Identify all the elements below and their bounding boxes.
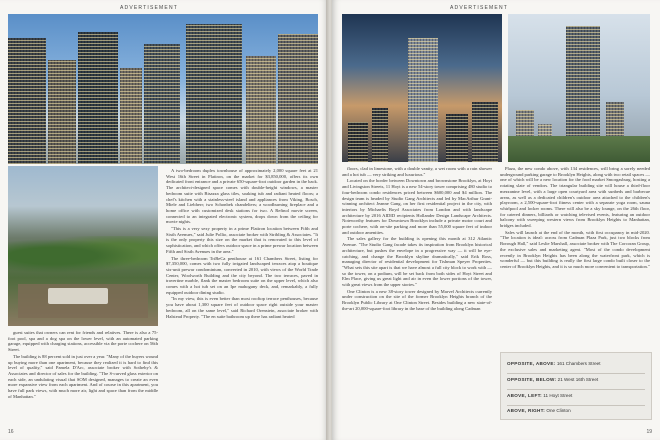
- rooftop-terrace-photo: [8, 14, 318, 164]
- caption-line: OPPOSITE, ABOVE: 161 Chambers Street: [507, 361, 601, 366]
- hoyt-tower-photo: [342, 14, 502, 162]
- right-page-column-2: [500, 166, 650, 348]
- paragraph: Located on the border between Downtown and brownstone Brooklyn, at Hoyt and Livingston Streets, 11 Hoyt is a new 54-story tower comprising 480 studio to four-bedroom condo residences priced between $600,000 and $4 million. The design team is headed by Studio Gang Architects and led by MacArthur Grant-winning architect Jeanne Gang, on her first residential project in the city, with interiors by Michaelis Boyd Associates from London and with landscape architecture by 2016 AIDID recipients Hollander Design Landscape Architects. Noteworthy features for Downtown Brooklyn include a private motor court and porte cochere, with on-site parking and more than 55,000 square feet of indoor and outdoor amenities.: [342, 178, 492, 235]
- caption-line: ABOVE, RIGHT: One Clinton: [507, 408, 571, 413]
- paragraph: guest suites that owners can rent for friends and relatives. There is also a 75-foot pool, spa and a dog spa on the lower level, with an automated parking garage, equipped with charging stations, accessible via the porte cochere on 56th Street.: [8, 330, 158, 353]
- left-page-number: 16: [8, 429, 14, 435]
- paragraph: The sales gallery for the building is opening this month at 312 Atlantic Avenue. "The Studio Gang facade takes its inspiration from Brooklyn historical architecture, but pushes the envelope in a progressive way — it will be eye-catching, and change the Brooklyn skyline dramatically," said Erik Ross, managing director of residential development for Tishman Speyer Properties. "What sets this site apart is that we have almost a full city block to work with — so the tower, on a podium, will be set back from both sides of Hoyt Street and Elm Place, giving us great light and air in even the lower portions of the tower, with great views from the upper stories.": [342, 236, 492, 288]
- paragraph: "In my view, this is even better than most rooftop terrace penthouses, because you have about 1,300 square feet of outdoor space right outside your master bedroom, all on the same level," said Richard Orenstein, associate broker with Halstead Property. "The en suite bathroom up there has radiant heated: [166, 296, 318, 319]
- paragraph: "This is a very sexy property in a prime Flatiron location between Fifth and Sixth Avenues," said Julie Pollio, associate broker with Stribling & Associates. "It is the only property this size on the market that is renovated to this level of sophistication, and which offers outdoor space in a prime prewar location between Fifth and Sixth Avenues in the area.": [166, 226, 318, 254]
- one-clinton-tower-photo: [508, 14, 650, 162]
- paragraph: The building is 88 percent sold in just over a year. "Many of the buyers wound up buying more than one apartment, because they realized it is hard to find this level of quality," said Pamela D'Arc, associate broker with Sotheby's & Associates and director of sales for the building. "The S-curved glass exterior on each side, an undulating visual that SOM designed, manages to create an even more expansive view from each apartment. And of course in this apartment, you have full park views, with much more air, light and space than from the middle of Manhattan.": [8, 353, 158, 399]
- right-page-column-1: [342, 166, 492, 430]
- caption-line: OPPOSITE, BELOW: 21 West 16th Street: [507, 377, 599, 382]
- paragraph: floors, clad in limestone, with a double vanity, a wet room with a rain shower and a hot tub — very striking and luxurious.": [342, 166, 492, 177]
- garden-terrace-photo: [8, 166, 158, 326]
- left-page-column-1: [8, 330, 158, 430]
- caption-line: ABOVE, LEFT: 11 Hoyt Street: [507, 393, 573, 398]
- photo-credits-box: [500, 352, 652, 420]
- right-page: [332, 0, 660, 440]
- paragraph: The three-bedroom TriBeCa penthouse at 161 Chambers Street, listing for $7,350,000, comes with two fully irrigated landscaped terraces atop a boutique six-unit prewar condominium, converted in 2010, with views of the World Trade Center, Woolworth Building and the city beyond. The two terraces, paved in travertine marble, flank the master bedroom suite on the upper level, which also comes with a hot tub set on an Ipe mahogany deck, and, remarkably, a fully equipped outdoor dining studio.: [166, 255, 318, 295]
- left-page-column-2: [166, 168, 318, 430]
- paragraph: A two-bedroom duplex townhouse of approximately 2,000 square feet at 21 West 16th Street in Flatiron, on the market for $3,850,000, offers its own dedicated front entrance and a private 650-square-foot outdoor garden in the back. The architect-designed space comes with double-height windows, a master bedroom suite with Bisazza glass tiles, soaking tub and radiant heated floors; a chef's kitchen with a stainless-steel island and appliances from Viking, Bosch, Miele and Liebherr; two Schonbek chandeliers; a woodburning fireplace and a home office with customized desk stations for two. A Refinol movie screen, connected to an integrated electronic system, drops down from the ceiling for movie nights.: [166, 168, 318, 225]
- right-header-label: ADVERTISEMENT: [450, 5, 509, 11]
- paragraph: One Clinton is a new 38-story tower designed by Marvel Architects currently under construction on the site of the former Brooklyn Heights branch of the Brooklyn Public Library at One Clinton Street. Besides building a new state-of-the-art 20,000-square-foot library in the base of the building along Cadman: [342, 288, 492, 311]
- left-header-label: ADVERTISEMENT: [120, 5, 179, 11]
- paragraph: Sales will launch at the end of the month, with first occupancy in mid-2020. "The location is ideal: across from Cadman Plaza Park, just two blocks from Borough Hall," said Leslie Marshall, associate broker with The Corcoran Group, the exclusive sales and marketing agent. "Most of the condo development recently in Brooklyn Heights has been along the waterfront park, which is wonderful — but this building is really the first large condo built closer to the center of Brooklyn Heights, and it is so much more convenient to transportation.": [500, 229, 650, 269]
- paragraph: Plaza, the new condo above, with 134 residences, will bring a sorely needed underground parking garage to Brooklyn Heights, along with two retail spaces — one of which will be a new location for the food market Smorgasburg, hosting a rotating slate of vendors. The triangular building site will house a third-floor mezzanine level, with a large open courtyard area with sunbeds and barbecue areas, as well as a dedicated children's outdoor area attached to the children's playroom, a 2,500-square-foot fitness center with a separate yoga room, sauna whirlpool and locker rooms. There will also be a sky lounge, on the 26th floor, for catered dinners, billiards or watching televised events, featuring an outdoor balcony with sweeping western views from Brooklyn Heights to Manhattan, bridges included.: [500, 166, 650, 229]
- right-page-number: 19: [646, 429, 652, 435]
- left-page: [0, 0, 328, 440]
